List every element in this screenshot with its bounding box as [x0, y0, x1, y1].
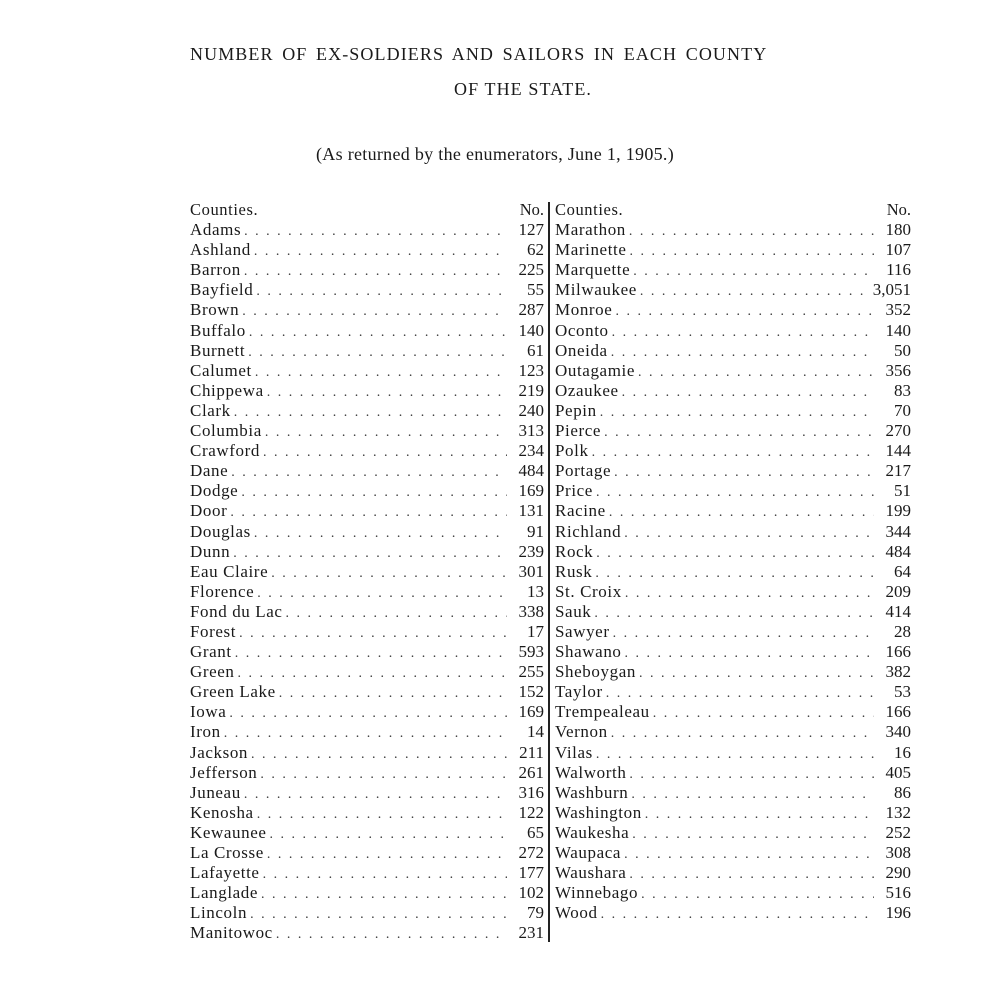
county-name: Waukesha [555, 822, 630, 842]
county-row [555, 260, 911, 280]
county-row [555, 321, 911, 341]
county-name: Polk [555, 441, 589, 461]
county-name: Adams [190, 220, 242, 240]
dot-leader [653, 704, 874, 724]
county-name: Forest [190, 621, 237, 641]
county-count: 122 [518, 802, 544, 822]
county-name: Bayfield [190, 280, 254, 300]
county-count: 484 [885, 541, 911, 561]
county-name: Winnebago [555, 883, 639, 903]
county-row [190, 863, 544, 883]
county-name: Juneau [190, 782, 241, 802]
county-row [190, 280, 544, 300]
dot-leader [267, 845, 507, 865]
county-name: Marquette [555, 260, 631, 280]
county-name: Kenosha [190, 802, 254, 822]
dot-leader [251, 745, 507, 765]
county-count: 255 [518, 662, 544, 682]
county-name: Iowa [190, 702, 227, 722]
county-row [555, 582, 911, 602]
county-count: 211 [519, 742, 544, 762]
dot-leader [641, 885, 874, 905]
county-row [190, 441, 544, 461]
county-name: Pierce [555, 421, 602, 441]
dot-leader [592, 443, 874, 463]
county-name: Oneida [555, 340, 608, 360]
dot-leader [629, 222, 874, 242]
county-name: Clark [190, 400, 231, 420]
county-count: 152 [518, 682, 544, 702]
dot-leader [639, 664, 874, 684]
county-row [190, 783, 544, 803]
dot-leader [231, 463, 507, 483]
county-row [190, 381, 544, 401]
county-row [190, 602, 544, 622]
dot-leader [601, 905, 874, 925]
county-name: Chippewa [190, 380, 264, 400]
county-count: 231 [518, 923, 544, 943]
county-count: 290 [885, 863, 911, 883]
county-row [190, 361, 544, 381]
county-count: 287 [518, 300, 544, 320]
county-count: 17 [527, 621, 544, 641]
county-row [555, 501, 911, 521]
county-name: Milwaukee [555, 280, 637, 300]
county-row [555, 441, 911, 461]
right-county-list [555, 220, 911, 923]
county-count: 593 [518, 642, 544, 662]
dot-leader [241, 483, 507, 503]
dot-leader [257, 805, 507, 825]
county-count: 132 [885, 802, 911, 822]
county-name: Rock [555, 541, 594, 561]
county-name: Dane [190, 461, 229, 481]
county-name: Pepin [555, 400, 597, 420]
county-count: 116 [886, 260, 911, 280]
dot-leader [615, 302, 874, 322]
county-count: 140 [885, 320, 911, 340]
county-name: Ozaukee [555, 380, 619, 400]
county-row [190, 682, 544, 702]
dot-leader [267, 383, 507, 403]
dot-leader [254, 524, 507, 544]
county-name: Buffalo [190, 320, 246, 340]
county-row [190, 803, 544, 823]
county-count: 199 [885, 501, 911, 521]
dot-leader [596, 544, 874, 564]
dot-leader [254, 242, 507, 262]
county-count: 196 [885, 903, 911, 923]
county-row [190, 220, 544, 240]
county-row [555, 682, 911, 702]
dot-leader [629, 765, 874, 785]
county-row [555, 401, 911, 421]
county-count: 239 [518, 541, 544, 561]
county-count: 301 [518, 561, 544, 581]
county-name: Outagamie [555, 360, 635, 380]
dot-leader [609, 503, 874, 523]
county-name: Vilas [555, 742, 593, 762]
dot-leader [596, 483, 874, 503]
counties-header: Counties. [555, 200, 624, 219]
county-name: Vernon [555, 722, 608, 742]
county-name: Walworth [555, 762, 627, 782]
county-count: 65 [527, 822, 544, 842]
dot-leader [230, 503, 507, 523]
county-count: 16 [894, 742, 911, 762]
dot-leader [625, 644, 874, 664]
county-row [555, 602, 911, 622]
dot-leader [261, 885, 507, 905]
county-row [190, 883, 544, 903]
county-count: 217 [885, 461, 911, 481]
number-header: No. [886, 200, 911, 219]
county-name: Florence [190, 581, 255, 601]
county-row [190, 622, 544, 642]
right-county-column [555, 200, 911, 923]
county-row [190, 843, 544, 863]
county-row [555, 341, 911, 361]
county-name: Racine [555, 501, 606, 521]
county-count: 338 [518, 601, 544, 621]
county-row [555, 823, 911, 843]
county-count: 70 [894, 400, 911, 420]
county-count: 270 [885, 421, 911, 441]
dot-leader [624, 524, 874, 544]
county-count: 169 [518, 702, 544, 722]
county-count: 64 [894, 561, 911, 581]
county-row [190, 260, 544, 280]
county-name: Columbia [190, 421, 262, 441]
county-count: 240 [518, 400, 544, 420]
county-count: 219 [518, 380, 544, 400]
county-count: 169 [518, 481, 544, 501]
county-row [555, 280, 911, 300]
county-row [555, 883, 911, 903]
county-name: Burnett [190, 340, 246, 360]
county-name: Green Lake [190, 682, 276, 702]
county-name: Richland [555, 521, 622, 541]
county-name: Grant [190, 642, 232, 662]
county-count: 382 [885, 662, 911, 682]
county-name: Kewaunee [190, 822, 267, 842]
county-count: 107 [885, 240, 911, 260]
dot-leader [629, 242, 874, 262]
dot-leader [250, 905, 507, 925]
county-count: 180 [885, 220, 911, 240]
dot-leader [632, 825, 874, 845]
county-row [555, 743, 911, 763]
dot-leader [248, 343, 507, 363]
county-name: Jackson [190, 742, 249, 762]
dot-leader [239, 624, 507, 644]
county-row [555, 421, 911, 441]
county-name: Washington [555, 802, 642, 822]
county-name: Eau Claire [190, 561, 269, 581]
dot-leader [611, 724, 874, 744]
county-row [555, 783, 911, 803]
county-row [555, 803, 911, 823]
dot-leader [233, 544, 507, 564]
county-row [190, 481, 544, 501]
dot-leader [286, 604, 507, 624]
county-row [190, 903, 544, 923]
county-name: Marinette [555, 240, 627, 260]
dot-leader [256, 282, 507, 302]
dot-leader [645, 805, 874, 825]
county-name: Waushara [555, 863, 627, 883]
county-row [190, 461, 544, 481]
county-count: 91 [527, 521, 544, 541]
county-count: 356 [885, 360, 911, 380]
county-name: Washburn [555, 782, 629, 802]
dot-leader [244, 785, 507, 805]
dot-leader [606, 684, 874, 704]
dot-leader [271, 564, 507, 584]
county-count: 131 [518, 501, 544, 521]
county-name: Door [190, 501, 228, 521]
county-count: 414 [885, 601, 911, 621]
county-name: Sauk [555, 601, 592, 621]
county-count: 102 [518, 883, 544, 903]
county-count: 344 [885, 521, 911, 541]
county-row [555, 461, 911, 481]
county-count: 177 [518, 863, 544, 883]
right-column-header [555, 200, 911, 220]
county-row [190, 321, 544, 341]
county-name: Green [190, 662, 235, 682]
dot-leader [594, 604, 874, 624]
dot-leader [242, 302, 507, 322]
county-name: Barron [190, 260, 241, 280]
dot-leader [249, 323, 507, 343]
county-count: 316 [518, 782, 544, 802]
county-count: 123 [518, 360, 544, 380]
county-count: 53 [894, 682, 911, 702]
left-county-list [190, 220, 544, 943]
county-count: 61 [527, 340, 544, 360]
dot-leader [238, 664, 507, 684]
county-count: 234 [518, 441, 544, 461]
number-header: No. [519, 200, 544, 219]
county-row [190, 642, 544, 662]
county-row [555, 662, 911, 682]
county-row [555, 843, 911, 863]
left-column-header [190, 200, 544, 220]
dot-leader [263, 865, 507, 885]
dot-leader [612, 323, 874, 343]
dot-leader [600, 403, 874, 423]
dot-leader [633, 262, 874, 282]
county-row [190, 401, 544, 421]
dot-leader [613, 624, 874, 644]
county-row [190, 421, 544, 441]
county-name: Price [555, 481, 593, 501]
county-name: Fond du Lac [190, 601, 283, 621]
dot-leader [224, 724, 507, 744]
county-row [555, 702, 911, 722]
column-divider [548, 202, 550, 942]
county-count: 261 [518, 762, 544, 782]
dot-leader [276, 925, 507, 945]
dot-leader [596, 745, 874, 765]
dot-leader [631, 785, 874, 805]
counties-header: Counties. [190, 200, 259, 219]
county-row [190, 923, 544, 943]
dot-leader [235, 644, 507, 664]
county-count: 166 [885, 642, 911, 662]
dot-leader [624, 845, 874, 865]
county-count: 50 [894, 340, 911, 360]
county-count: 14 [527, 722, 544, 742]
county-count: 62 [527, 240, 544, 260]
county-row [190, 341, 544, 361]
county-row [190, 702, 544, 722]
county-row [555, 381, 911, 401]
county-name: Brown [190, 300, 240, 320]
county-row [190, 582, 544, 602]
county-name: Taylor [555, 682, 603, 702]
dot-leader [629, 865, 874, 885]
county-count: 28 [894, 621, 911, 641]
county-row [555, 722, 911, 742]
county-count: 484 [518, 461, 544, 481]
county-name: Waupaca [555, 843, 622, 862]
left-county-column [190, 200, 544, 943]
county-row [190, 300, 544, 320]
county-row [190, 743, 544, 763]
county-row [190, 722, 544, 742]
county-name: Calumet [190, 360, 252, 380]
county-row [555, 542, 911, 562]
county-name: Jefferson [190, 762, 258, 782]
county-count: 3,051 [872, 280, 911, 300]
county-row [190, 501, 544, 521]
county-row [555, 481, 911, 501]
county-name: Ashland [190, 240, 251, 260]
county-row [555, 240, 911, 260]
document-subtitle: (As returned by the enumerators, June 1, 1905.) [316, 144, 675, 164]
county-row [555, 863, 911, 883]
county-name: Shawano [555, 642, 622, 662]
dot-leader [260, 765, 507, 785]
county-row [555, 622, 911, 642]
dot-leader [255, 363, 507, 383]
county-count: 166 [885, 702, 911, 722]
dot-leader [244, 262, 507, 282]
county-name: St. Croix [555, 581, 622, 601]
dot-leader [611, 343, 874, 363]
county-name: Sheboygan [555, 662, 636, 682]
county-count: 13 [527, 581, 544, 601]
dot-leader [270, 825, 507, 845]
dot-leader [625, 584, 874, 604]
county-name: Manitowoc [190, 923, 273, 943]
county-count: 140 [518, 320, 544, 340]
dot-leader [257, 584, 507, 604]
dot-leader [614, 463, 874, 483]
county-count: 272 [518, 843, 544, 862]
document-title-continued: OF THE STATE. [454, 79, 593, 99]
county-row [555, 361, 911, 381]
county-count: 516 [885, 883, 911, 903]
county-row [555, 522, 911, 542]
dot-leader [604, 423, 874, 443]
county-name: Wood [555, 903, 598, 923]
county-row [190, 763, 544, 783]
county-count: 340 [885, 722, 911, 742]
county-row [190, 240, 544, 260]
county-count: 405 [885, 762, 911, 782]
county-name: Portage [555, 461, 612, 481]
dot-leader [229, 704, 507, 724]
county-name: Crawford [190, 441, 260, 461]
county-name: Douglas [190, 521, 251, 541]
county-name: Langlade [190, 883, 259, 903]
county-name: Lafayette [190, 863, 260, 883]
county-name: La Crosse [190, 843, 264, 862]
county-row [190, 662, 544, 682]
county-row [555, 903, 911, 923]
county-name: Dodge [190, 481, 239, 501]
document-title: NUMBER OF EX-SOLDIERS AND SAILORS IN EACH COUNTY [190, 44, 768, 64]
county-count: 313 [518, 421, 544, 441]
county-row [190, 542, 544, 562]
county-row [555, 300, 911, 320]
county-row [190, 562, 544, 582]
county-name: Rusk [555, 561, 593, 581]
dot-leader [640, 282, 870, 302]
county-row [555, 562, 911, 582]
dot-leader [638, 363, 874, 383]
county-count: 252 [885, 822, 911, 842]
dot-leader [595, 564, 874, 584]
dot-leader [263, 443, 507, 463]
county-name: Dunn [190, 541, 231, 561]
county-count: 83 [894, 380, 911, 400]
county-count: 209 [885, 581, 911, 601]
county-name: Lincoln [190, 903, 248, 923]
county-name: Marathon [555, 220, 626, 240]
county-row [555, 642, 911, 662]
county-count: 127 [518, 220, 544, 240]
dot-leader [622, 383, 874, 403]
county-name: Monroe [555, 300, 613, 320]
county-count: 144 [885, 441, 911, 461]
county-row [190, 522, 544, 542]
county-name: Iron [190, 722, 221, 742]
county-row [555, 763, 911, 783]
dot-leader [244, 222, 507, 242]
county-name: Trempealeau [555, 702, 650, 722]
county-count: 352 [885, 300, 911, 320]
dot-leader [265, 423, 507, 443]
county-row [555, 220, 911, 240]
county-count: 86 [894, 782, 911, 802]
county-count: 55 [527, 280, 544, 300]
county-name: Sawyer [555, 621, 610, 641]
dot-leader [279, 684, 507, 704]
county-count: 79 [527, 903, 544, 923]
dot-leader [234, 403, 507, 423]
county-count: 51 [894, 481, 911, 501]
county-name: Oconto [555, 320, 609, 340]
county-row [190, 823, 544, 843]
county-count: 308 [885, 843, 911, 862]
county-count: 225 [518, 260, 544, 280]
